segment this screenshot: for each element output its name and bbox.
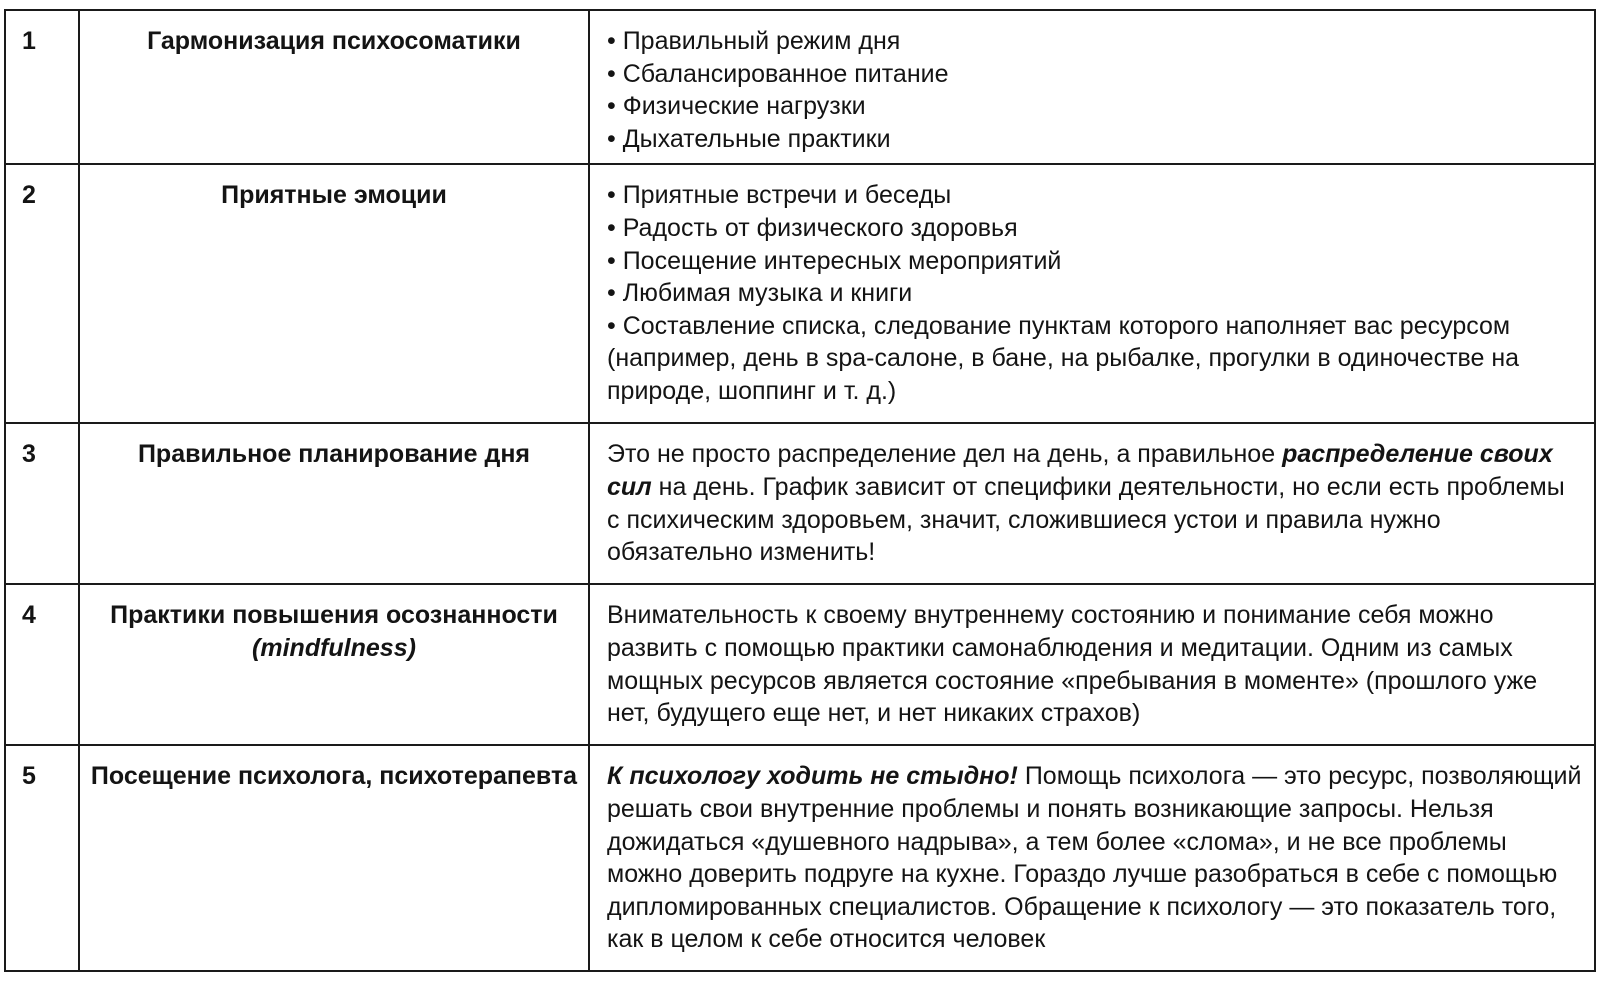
row-description: Внимательность к своему внутреннему состоянию и понимание себя можно развить с помощью практики самонаблюдения и медитации. Одним из самых мощных ресурсов является состояние «пребывания в моменте» (прошлого уже нет, будущего еще нет, и нет никаких страхов) bbox=[589, 584, 1595, 745]
description-text: Это не просто распределение дел на день, а правильное bbox=[607, 440, 1283, 469]
list-item: • Любимая музыка и книги bbox=[607, 277, 1582, 310]
table-row bbox=[5, 10, 1595, 164]
table-row bbox=[5, 584, 1595, 745]
table-row bbox=[5, 423, 1595, 584]
list-item: • Радость от физического здоровья bbox=[607, 212, 1582, 245]
list-item: • Приятные встречи и беседы bbox=[607, 179, 1582, 212]
row-number: 2 bbox=[5, 164, 79, 423]
row-title: Посещение психолога, психотерапевта bbox=[79, 745, 589, 971]
row-title-emphasis: (mindfulness) bbox=[252, 633, 416, 662]
row-description bbox=[589, 164, 1595, 423]
table-row bbox=[5, 164, 1595, 423]
row-title-cell bbox=[79, 584, 589, 745]
row-number: 1 bbox=[5, 10, 79, 164]
list-item: • Составление списка, следование пунктам которого наполняет вас ресурсом (например, день в spa-салоне, в бане, на рыбалке, прогулки в одиночестве на природе, шоппинг и т. д.) bbox=[607, 310, 1582, 408]
row-description bbox=[589, 10, 1595, 164]
table-row bbox=[5, 745, 1595, 971]
row-title: Приятные эмоции bbox=[79, 164, 589, 423]
row-number: 4 bbox=[5, 584, 79, 745]
emphasis-text: К психологу ходить не стыдно! bbox=[607, 762, 1018, 791]
row-title: Гармонизация психосоматики bbox=[79, 10, 589, 164]
row-description bbox=[589, 423, 1595, 584]
row-number: 5 bbox=[5, 745, 79, 971]
bullet-list bbox=[607, 179, 1582, 407]
description-text: на день. График зависит от специфики деятельности, но если есть проблемы с психическим здоровьем, значит, сложившиеся устои и правила нужно обязательно изменить! bbox=[607, 472, 1565, 567]
emphasis-text: распределение своих сил bbox=[607, 440, 1553, 501]
list-item: • Правильный режим дня bbox=[607, 25, 1582, 58]
list-item: • Физические нагрузки bbox=[607, 90, 1582, 123]
bullet-list bbox=[607, 25, 1582, 155]
resource-table bbox=[4, 9, 1596, 972]
list-item: • Дыхательные практики bbox=[607, 123, 1582, 156]
row-description bbox=[589, 745, 1595, 971]
row-title: Правильное планирование дня bbox=[79, 423, 589, 584]
description-text: Помощь психолога — это ресурс, позволяющий решать свои внутренние проблемы и понять возникающие запросы. Нельзя дожидаться «душевного надрыва», а тем более «слома», и не все проблемы можно доверить подруге на кухне. Гораздо лучше разобраться в себе с помощью дипломированных специалистов. Обращение к психологу — это показатель того, как в целом к себе относится человек bbox=[607, 762, 1582, 954]
list-item: • Сбалансированное питание bbox=[607, 58, 1582, 91]
row-title: Практики повышения осознанности bbox=[110, 601, 558, 630]
list-item: • Посещение интересных мероприятий bbox=[607, 245, 1582, 278]
row-number: 3 bbox=[5, 423, 79, 584]
